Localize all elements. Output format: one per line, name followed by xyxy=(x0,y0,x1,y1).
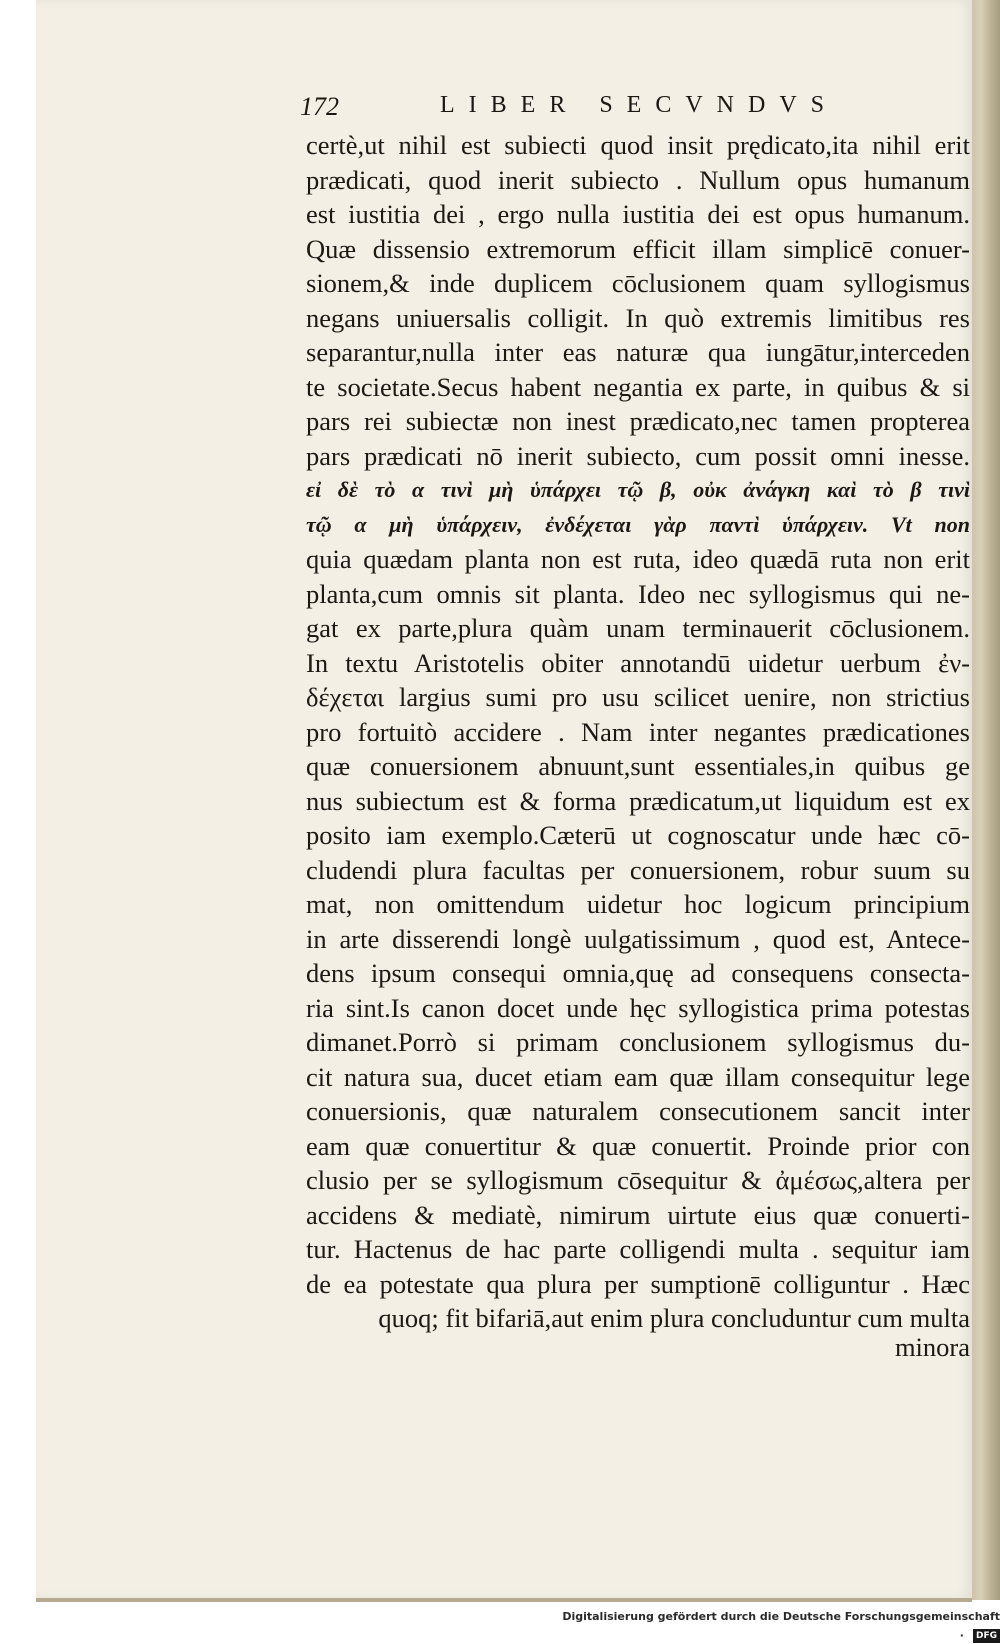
text-line: pro fortuitò accidere . Nam inter negantes prædicationes xyxy=(306,716,970,747)
text-line: dens ipsum consequi omnia,quę ad consequens consecta- xyxy=(306,958,970,988)
text-line: quæ conuersionem abnuunt,sunt essentiales,in quibus ge xyxy=(306,751,970,781)
text-line: mat, non omittendum uidetur hoc logicum principium xyxy=(306,889,970,919)
text-line: planta,cum omnis sit planta. Ideo nec syllogismus qui ne- xyxy=(306,578,970,609)
text-line: pars prædicati nō inerit subiecto, cum possit omni inesse. xyxy=(306,440,970,471)
text-line: accidens & mediatè, nimirum uirtute eius quæ conuerti- xyxy=(306,1199,970,1230)
text-line: de ea potestate qua plura per sumptionē colliguntur . Hæc xyxy=(306,1268,970,1299)
digitization-footer xyxy=(560,1606,1000,1642)
page-number: 172 xyxy=(300,92,339,121)
text-line: quoq; fit bifariā,aut enim plura concluduntur cum multa xyxy=(378,1303,970,1333)
text-line: negans uniuersalis colligit. In quò extremis limitibus res xyxy=(306,302,970,333)
text-line: Quæ dissensio extremorum efficit illam simplicē conuer- xyxy=(306,233,970,264)
text-line: conuersionis, quæ naturalem consecutionem sancit inter xyxy=(306,1096,970,1126)
body-text xyxy=(306,128,980,1336)
dfg-logo: DFG xyxy=(973,1629,1000,1643)
text-line: est iustitia dei , ergo nulla iustitia dei est opus humanum. xyxy=(306,199,970,229)
text-line: quia quædam planta non est ruta, ideo quædā ruta non erit xyxy=(306,544,970,574)
text-line: te societate.Secus habent negantia ex parte, in quibus & si xyxy=(306,371,970,402)
text-line: pars rei subiectæ non inest prædicato,nec tamen propterea xyxy=(306,406,970,436)
text-line: gat ex parte,plura quàm unam terminauerit cōclusionem. xyxy=(306,613,970,643)
running-head-title: LIBER SECVNDVS xyxy=(440,92,839,118)
running-head xyxy=(300,88,950,128)
catchword: minora xyxy=(894,1332,970,1362)
text-line: clusio per se syllogismum cōsequitur & ἀμέσως,altera per xyxy=(306,1165,970,1195)
text-line: dimanet.Porrò si primam conclusionem syllogismus du- xyxy=(306,1027,970,1057)
text-line: ria sint.Is canon docet unde hęc syllogistica prima potestas xyxy=(306,992,970,1023)
funding-credit: Digitalisierung gefördert durch die Deutsche Forschungsgemeinschaft · xyxy=(562,1610,1000,1642)
text-line: certè,ut nihil est subiecti quod insit prędicato,ita nihil erit xyxy=(306,130,970,160)
text-line: cludendi plura facultas per conuersionem, robur suum su xyxy=(306,854,970,885)
text-line: posito iam exemplo.Cæterū ut cognoscatur unde hæc cō- xyxy=(306,820,970,850)
text-line: prædicati, quod inerit subiecto . Nullum opus humanum xyxy=(306,164,970,195)
text-line: in arte disserendi longè uulgatissimum , quod est, Antece- xyxy=(306,923,970,954)
text-line: sionem,& inde duplicem cōclusionem quam syllogismus xyxy=(306,268,970,298)
text-line: nus subiectum est & forma prædicatum,ut liquidum est ex xyxy=(306,785,970,816)
greek-quotation-line: εἰ δὲ τὸ α τινὶ μὴ ὑπάρχει τῷ β, οὐκ ἀνάγκη καὶ τὸ β τινὶ xyxy=(306,477,970,502)
text-line: δέχεται largius sumi pro usu scilicet uenire, non strictius xyxy=(306,682,970,712)
text-line: cit natura sua, ducet etiam eam quæ illam consequitur lege xyxy=(306,1061,970,1092)
page-bottom-edge xyxy=(36,1598,972,1602)
text-line: tur. Hactenus de hac parte colligendi multa . sequitur iam xyxy=(306,1234,970,1264)
text-line: separantur,nulla inter eas naturæ qua iungātur,interceden xyxy=(306,337,970,367)
greek-quotation-line: τῷ α μὴ ὑπάρχειν, ἐνδέχεται γὰρ παντὶ ὑπάρχειν. Vt non xyxy=(306,511,970,537)
text-line: In textu Aristotelis obiter annotandū uidetur uerbum ἐν- xyxy=(306,647,970,678)
text-line: eam quæ conuertitur & quæ conuertit. Proinde prior con xyxy=(306,1130,970,1161)
